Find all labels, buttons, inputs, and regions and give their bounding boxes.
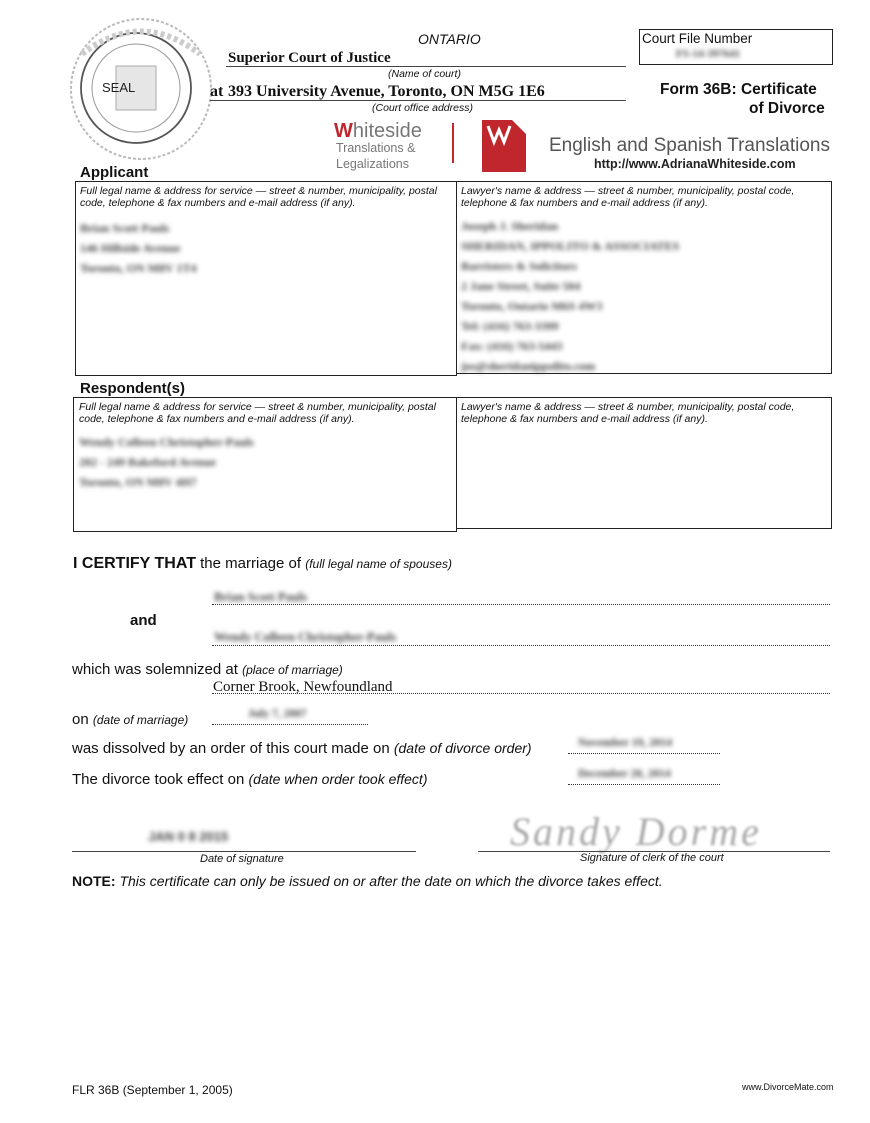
divorce-order-line — [568, 753, 720, 754]
province-label: ONTARIO — [418, 31, 481, 47]
lawyer-line: Joseph J. Sheridan — [461, 219, 559, 233]
divorce-order-date: November 19, 2014 — [578, 737, 673, 749]
applicant-heading: Applicant — [80, 164, 149, 181]
applicant-line: Brian Scott Pauls — [80, 221, 170, 235]
court-name: Superior Court of Justice — [228, 50, 391, 66]
certify-sentence — [73, 555, 452, 573]
spouse2-name: Wendy Colleen Christopher-Pauls — [214, 630, 397, 644]
clerk-signature: Sandy Dorme — [510, 809, 762, 854]
respondent-line: 202 - 249 Bakeford Avenue — [79, 455, 217, 469]
effect-date: December 20, 2014 — [578, 768, 671, 780]
respondent-heading: Respondent(s) — [80, 380, 185, 397]
lawyer-line: Toronto, Ontario M6S 4W3 — [461, 299, 603, 313]
lawyer-line: 2 Jane Street, Suite 504 — [461, 279, 581, 293]
marriage-date-line — [212, 724, 368, 725]
effect-sentence — [72, 771, 428, 788]
spouse1-name: Brian Scott Pauls — [214, 590, 308, 604]
place-line — [212, 693, 830, 694]
clerk-signature-caption: Signature of clerk of the court — [580, 852, 724, 864]
form-title-line1: Form 36B: Certificate — [660, 81, 817, 98]
address-caption: (Court office address) — [372, 102, 473, 114]
applicant-right-cell — [456, 181, 832, 374]
note-text: This certificate can only be issued on or after the date on which the divorce takes effect. — [119, 873, 663, 889]
solemnized-label: which was solemnized at — [72, 661, 238, 678]
court-file-label: Court File Number — [642, 31, 753, 46]
court-name-caption: (Name of court) — [388, 68, 461, 80]
signature-date-value: JAN 0 8 2015 — [148, 829, 229, 844]
and-label: and — [130, 612, 157, 629]
applicant-address-block — [80, 218, 196, 278]
solemnized-hint: (place of marriage) — [242, 663, 343, 677]
footer-form-id: FLR 36B (September 1, 2005) — [72, 1083, 233, 1097]
solemnized-sentence — [72, 661, 343, 678]
court-file-value: FS-14-397641 — [676, 48, 741, 60]
court-address: 393 University Avenue, Toronto, ON M5G 1E6 — [228, 83, 545, 100]
applicant-left-caption: Full legal name & address for service — street & number, municipality, postal code, telephone & fax numbers and e-mail address (if any). — [80, 185, 437, 209]
note — [72, 873, 663, 889]
certify-rest: the marriage of — [200, 555, 302, 572]
on-sentence — [72, 711, 188, 728]
address-prefix: at — [210, 83, 224, 100]
court-seal — [62, 14, 220, 164]
lawyer-line: jos@sheridanippolito.com — [461, 359, 596, 373]
respondent-right-cell — [456, 397, 832, 529]
on-label: on — [72, 711, 89, 728]
on-hint: (date of marriage) — [92, 713, 189, 727]
logo-url: http://www.AdrianaWhiteside.com — [594, 157, 796, 171]
date-signature-line — [72, 851, 416, 852]
form-title-line2: of Divorce — [749, 100, 825, 117]
spouse1-line — [212, 604, 830, 605]
marriage-date: July 7, 2007 — [248, 708, 307, 720]
dissolved-label: was dissolved by an order of this court made on — [72, 740, 390, 757]
dissolved-sentence — [72, 740, 532, 757]
effect-date-line — [568, 784, 720, 785]
translator-logo — [334, 120, 854, 172]
note-label: NOTE: — [72, 873, 116, 889]
marriage-place: Corner Brook, Newfoundland — [213, 679, 393, 695]
applicant-line: Toronto, ON M8V 1T4 — [80, 261, 197, 275]
applicant-right-caption: Lawyer's name & address — street & number, municipality, postal code, telephone & fax numbers and e-mail address (if any). — [461, 185, 795, 209]
applicant-lawyer-block — [461, 216, 679, 376]
spouse2-line — [212, 645, 830, 646]
logo-mark-icon — [482, 120, 526, 172]
logo-sub2: Legalizations — [336, 157, 409, 171]
effect-hint: (date when order took effect) — [248, 771, 428, 787]
applicant-line: 146 Hillside Avenue — [80, 241, 181, 255]
seal-label: SEAL — [102, 80, 136, 95]
footer-site: www.DivorceMate.com — [742, 1082, 834, 1092]
court-file-box — [639, 29, 833, 65]
logo-sub1: Translations & — [336, 141, 416, 155]
lawyer-line: SHERIDAN, IPPOLITO & ASSOCIATES — [461, 239, 680, 253]
certify-hint: (full legal name of spouses) — [305, 557, 452, 571]
dissolved-hint: (date of divorce order) — [393, 740, 532, 756]
date-signature-caption: Date of signature — [200, 853, 284, 865]
respondent-left-caption: Full legal name & address for service — street & number, municipality, postal code, telephone & fax numbers and e-mail address (if any). — [79, 401, 436, 425]
respondent-line: Wendy Colleen Christopher-Pauls — [79, 435, 254, 449]
lawyer-line: Tel: (416) 763-3399 — [461, 319, 559, 333]
respondent-address-block — [79, 432, 254, 492]
applicant-left-cell — [75, 181, 457, 376]
lawyer-line: Fax: (416) 763-5443 — [461, 339, 563, 353]
lawyer-line: Barristers & Solicitors — [461, 259, 577, 273]
respondent-right-caption: Lawyer's name & address — street & number, municipality, postal code, telephone & fax numbers and e-mail address (if any). — [461, 401, 795, 425]
court-address-line — [210, 100, 626, 101]
respondent-left-cell — [73, 397, 457, 532]
logo-divider — [452, 123, 454, 163]
certify-bold: I CERTIFY THAT — [73, 555, 196, 572]
logo-tagline: English and Spanish Translations — [549, 135, 830, 156]
court-name-line — [226, 66, 626, 67]
logo-brand: Whiteside — [334, 120, 422, 142]
effect-label: The divorce took effect on — [72, 771, 245, 788]
seal-graphic — [62, 14, 220, 164]
respondent-line: Toronto, ON M8V 4H7 — [79, 475, 197, 489]
